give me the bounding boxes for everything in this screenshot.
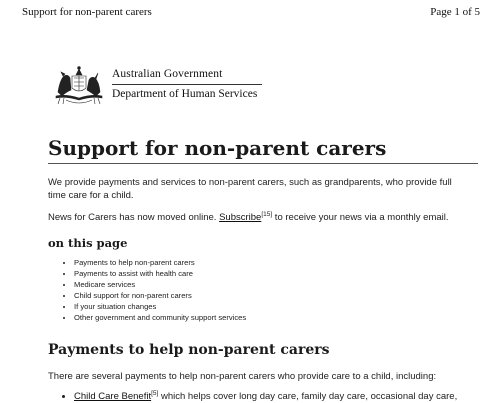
logo-divider — [112, 84, 262, 85]
news-paragraph — [48, 208, 478, 224]
subscribe-ref: [15] — [261, 211, 273, 218]
news-text-after: to receive your news via a monthly email. — [272, 212, 449, 224]
payments-heading: Payments to help non-parent carers — [48, 342, 330, 358]
list-item[interactable]: • Medicare services — [74, 279, 246, 290]
payments-intro: There are several payments to help non-parent carers who provide care to a child, including: — [48, 371, 437, 382]
list-item — [74, 387, 457, 403]
government-logo — [52, 62, 272, 106]
on-this-page-list — [58, 257, 246, 323]
print-header — [22, 6, 480, 18]
list-item[interactable]: • Payments to assist with health care — [74, 268, 246, 279]
list-item[interactable]: • Child support for non-parent carers — [74, 290, 246, 301]
page-title: Support for non-parent carers — [48, 136, 387, 160]
government-name: Australian Government — [112, 68, 223, 80]
list-item[interactable]: • Payments to help non-parent carers — [74, 257, 246, 268]
list-item[interactable]: • Other government and community support services — [74, 312, 246, 323]
department-name: Department of Human Services — [112, 88, 258, 100]
on-this-page-heading: on this page — [48, 236, 128, 250]
coat-of-arms-icon — [52, 62, 106, 106]
intro-paragraph: We provide payments and services to non-parent carers, such as grandparents, who provide full time care for a child. — [48, 177, 452, 201]
list-item[interactable]: • If your situation changes — [74, 301, 246, 312]
title-divider — [48, 163, 478, 164]
child-care-benefit-link[interactable]: Child Care Benefit — [74, 391, 152, 403]
benefit-description: which helps cover long day care, family day care, occasional day care, — [158, 391, 458, 403]
benefits-list — [58, 387, 457, 403]
print-header-title: Support for non-parent carers — [22, 6, 152, 18]
news-text: News for Carers has now moved online. — [48, 212, 217, 224]
child-care-benefit-ref: [5] — [151, 390, 159, 397]
page-number: Page 1 of 5 — [430, 6, 480, 18]
subscribe-link[interactable]: Subscribe — [219, 212, 262, 224]
